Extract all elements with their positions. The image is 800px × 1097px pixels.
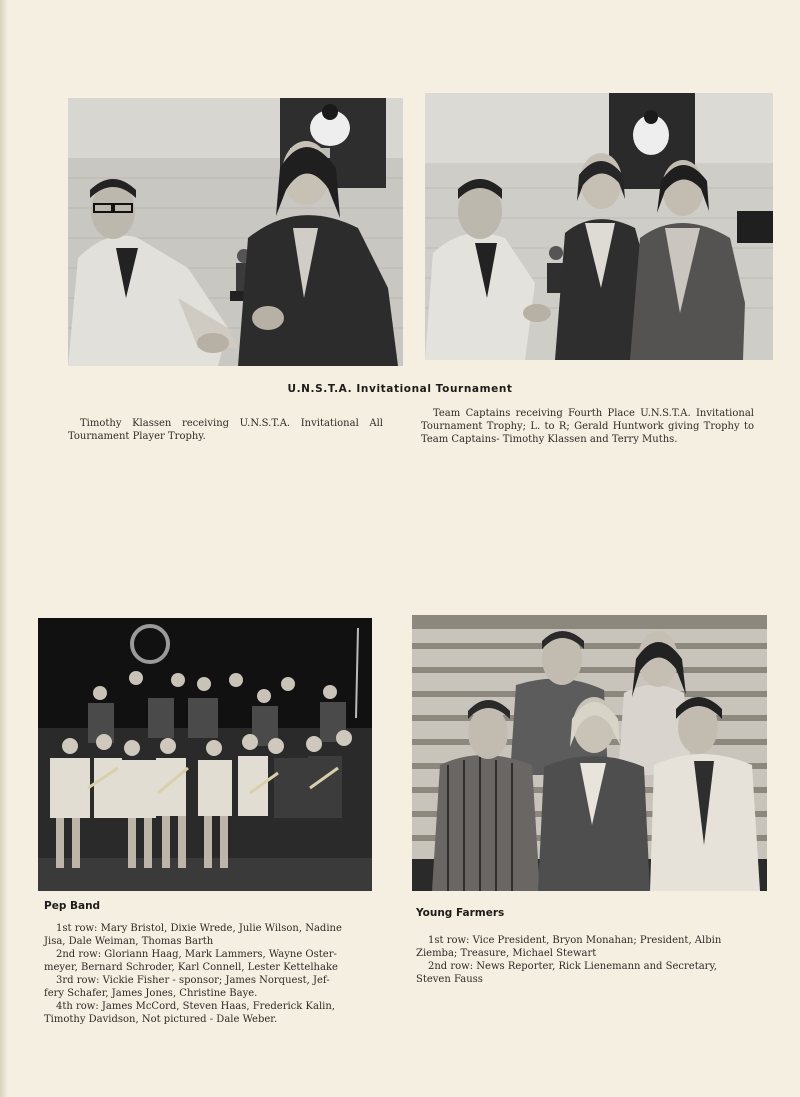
pep-band-caption	[44, 922, 374, 1026]
photo-young-farmers	[412, 615, 767, 891]
pep-band-line: fery Schafer, James Jones, Christine Baye.	[44, 988, 258, 999]
caption-top-left: Timothy Klassen receiving U.N.S.T.A. Invitational All Tournament Player Trophy.	[68, 418, 383, 442]
caption-top-right: Team Captains receiving Fourth Place U.N.S.T.A. Invitational Tournament Trophy; L. to R; Gerald Huntwork giving Trophy to Team Captains- Timothy Klassen and Terry Muths.	[421, 408, 754, 445]
page-binding-edge	[0, 0, 8, 1097]
young-farmers-line: 2nd row: News Reporter, Rick Lienemann and Secretary,	[428, 961, 717, 972]
young-farmers-line: Steven Fauss	[416, 974, 483, 985]
pep-band-line: Timothy Davidson, Not pictured - Dale Weber.	[44, 1014, 278, 1025]
pep-band-line: Jisa, Dale Weiman, Thomas Barth	[44, 936, 214, 947]
young-farmers-line: 1st row: Vice President, Bryon Monahan; President, Albin	[428, 935, 722, 946]
pep-band-line: meyer, Bernard Schroder, Karl Connell, Lester Kettelhake	[44, 962, 338, 973]
pep-band-title: Pep Band	[44, 900, 101, 912]
young-farmers-caption	[416, 934, 766, 986]
pep-band-line: 1st row: Mary Bristol, Dixie Wrede, Julie Wilson, Nadine	[56, 923, 342, 934]
young-farmers-title: Young Farmers	[416, 907, 505, 919]
photo-pep-band	[38, 618, 372, 891]
tournament-headline: U.N.S.T.A. Invitational Tournament	[287, 383, 513, 395]
photo-trophy-individual	[68, 98, 403, 366]
pep-band-line: 3rd row: Vickie Fisher - sponsor; James Norquest, Jef-	[56, 975, 330, 986]
photo-trophy-captains	[425, 93, 773, 360]
young-farmers-line: Ziemba; Treasure, Michael Stewart	[416, 948, 597, 959]
pep-band-line: 4th row: James McCord, Steven Haas, Frederick Kalin,	[56, 1001, 335, 1012]
pep-band-line: 2nd row: Gloriann Haag, Mark Lammers, Wayne Oster-	[56, 949, 337, 960]
